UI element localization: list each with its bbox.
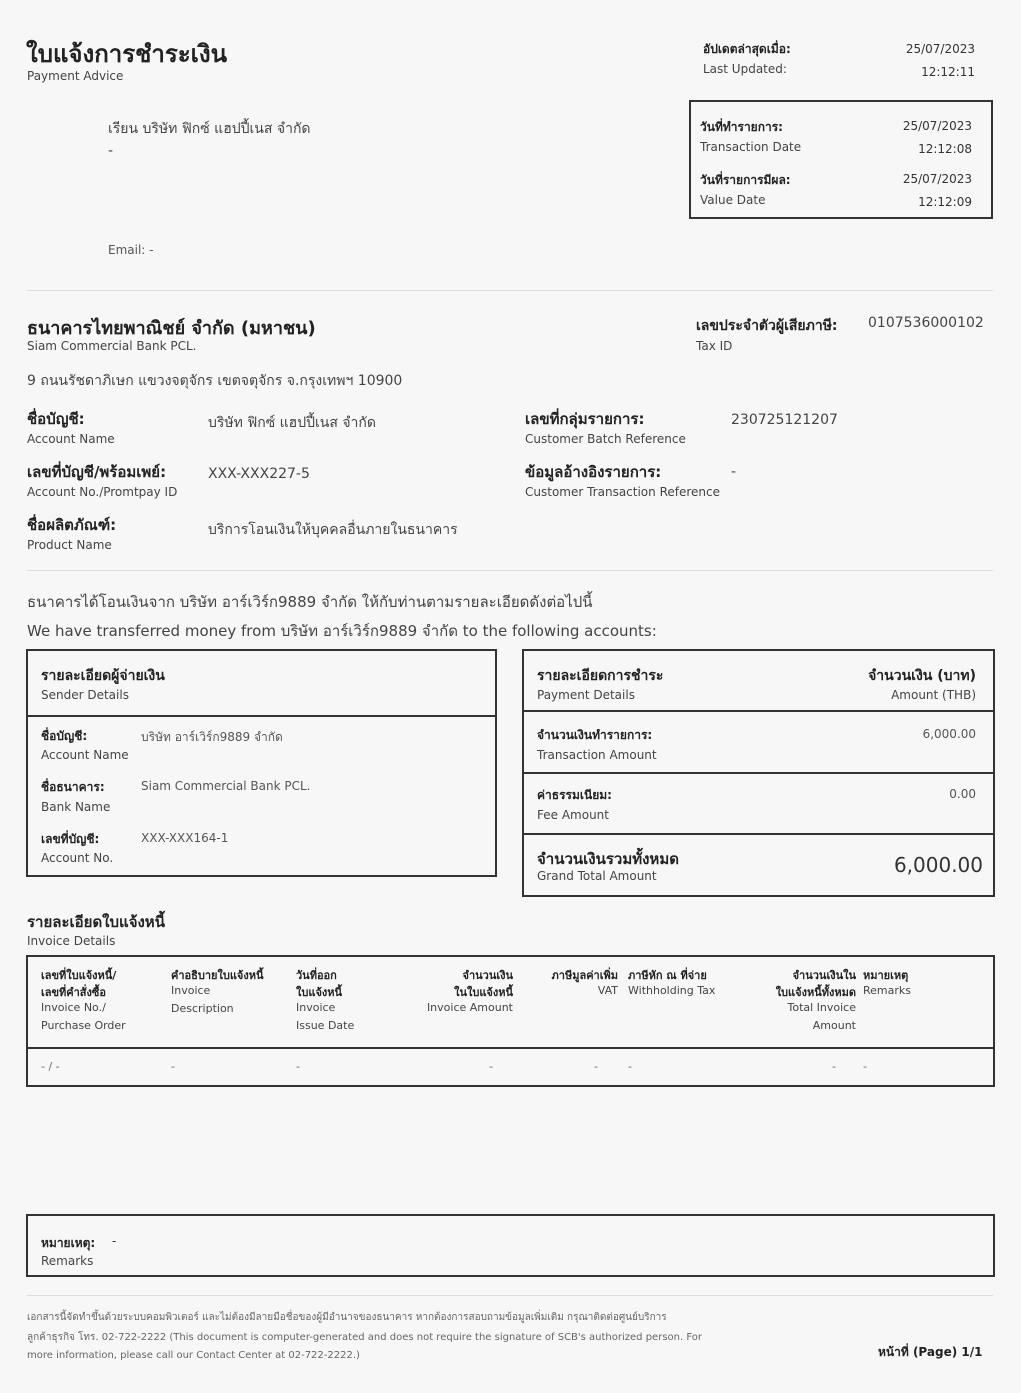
bank-name-en: Siam Commercial Bank PCL. [27, 339, 197, 353]
batch-ref: 230725121207 [731, 412, 838, 428]
sender-acc-name-label-th: ชื่อบัญชี: [41, 729, 88, 743]
tax-id: 0107536000102 [868, 315, 984, 331]
payment-title-th: รายละเอียดการชำระ [537, 668, 664, 684]
transaction-date: 25/07/2023 [902, 119, 972, 133]
txn-amount-label-en: Transaction Amount [537, 748, 657, 762]
invoice-cell: - [628, 1060, 632, 1073]
txn-ref: - [731, 464, 737, 480]
payment-divider [524, 833, 993, 835]
account-name-label-th: ชื่อบัญชี: [27, 410, 85, 428]
invoice-col-header-en: Total Invoice Amount [787, 1001, 856, 1032]
remarks-box [26, 1214, 995, 1277]
remarks-value: - [112, 1234, 117, 1248]
sender-acc-no-label-th: เลขที่บัญชี: [41, 832, 100, 846]
invoice-cell: - [296, 1060, 300, 1073]
batch-ref-label-th: เลขที่กลุ่มรายการ: [525, 410, 645, 428]
grand-total-label-th: จำนวนเงินรวมทั้งหมด [537, 850, 679, 868]
invoice-col-header-en: Invoice Issue Date [296, 1001, 355, 1032]
sender-bank: Siam Commercial Bank PCL. [141, 779, 311, 793]
invoice-col-header: คำอธิบายใบแจ้งหนี้ [171, 969, 264, 982]
invoice-table [26, 955, 995, 1087]
fee-label-th: ค่าธรรมเนียม: [537, 788, 612, 802]
invoice-cell: - [171, 1060, 175, 1073]
account-name-label-en: Account Name [27, 432, 115, 446]
txn-amount: 6,000.00 [922, 727, 976, 741]
account-no-label-th: เลขที่บัญชี/พร้อมเพย์: [27, 463, 167, 481]
recipient-dash: - [108, 143, 114, 159]
sender-bank-label-th: ชื่อธนาคาร: [41, 780, 105, 794]
remarks-label-en: Remarks [41, 1254, 94, 1268]
payment-details-box [522, 649, 995, 897]
amount-header-th: จำนวนเงิน (บาท) [868, 668, 976, 684]
invoice-col-header: เลขที่ใบแจ้งหนี้/ เลขที่คำสั่งซื้อ [41, 969, 117, 999]
invoice-col-header-en: Invoice Description [171, 984, 234, 1015]
invoice-col-header: จำนวนเงิน ในใบแจ้งหนี้ [454, 969, 513, 999]
transaction-date-label-en: Transaction Date [700, 140, 802, 154]
last-updated-date: 25/07/2023 [905, 42, 975, 56]
grand-total-label-en: Grand Total Amount [537, 869, 657, 883]
grand-total-amount: 6,000.00 [893, 853, 983, 877]
page-title: ใบแจ้งการชำระเงิน [26, 40, 227, 68]
divider [27, 570, 993, 571]
tax-id-label-en: Tax ID [696, 339, 733, 353]
sender-title-th: รายละเอียดผู้จ่ายเงิน [41, 668, 165, 684]
transfer-note-en: We have transferred money from บริษัท อาร์เวิร์ก9889 จำกัด to the following accounts: [27, 622, 657, 640]
last-updated-time: 12:12:11 [921, 65, 975, 79]
transaction-date-label-th: วันที่ทำรายการ: [700, 120, 783, 134]
invoice-cell: - [863, 1060, 867, 1073]
value-time: 12:12:09 [918, 195, 972, 209]
invoice-col-header: ภาษีมูลค่าเพิ่ม [551, 969, 618, 982]
divider [27, 1295, 993, 1296]
sender-acc-name: บริษัท อาร์เวิร์ก9889 จำกัด [141, 730, 283, 744]
remarks-label-th: หมายเหตุ: [41, 1236, 96, 1250]
invoice-col-header: จำนวนเงินใน ใบแจ้งหนี้ทั้งหมด [775, 969, 856, 999]
invoice-col-header-en: VAT [597, 984, 618, 997]
invoice-col-header-en: Invoice Amount [426, 1001, 513, 1014]
txn-ref-label-en: Customer Transaction Reference [525, 485, 720, 499]
value-date-label-th: วันที่รายการมีผล: [700, 173, 791, 187]
invoice-cell: - [594, 1060, 598, 1073]
invoice-cell: - [832, 1060, 836, 1073]
sender-details-box [26, 649, 497, 877]
txn-ref-label-th: ข้อมูลอ้างอิงรายการ: [525, 463, 662, 481]
invoice-col-header-en: Invoice No./ Purchase Order [41, 1001, 126, 1032]
footer-line-1: เอกสารนี้จัดทำขึ้นด้วยระบบคอมพิวเตอร์ และไม่ต้องมีลายมือชื่อของผู้มีอำนาจของธนาคาร หากต้องการสอบถามข้อมูลเพิ่มเติม กรุณาติดต่อศูนย์บริการ [27, 1312, 667, 1323]
invoice-title-th: รายละเอียดใบแจ้งหนี้ [27, 913, 165, 931]
account-no-label-en: Account No./Promtpay ID [27, 485, 178, 499]
invoice-cell: - / - [41, 1060, 60, 1073]
divider [27, 290, 993, 291]
bank-name-th: ธนาคารไทยพาณิชย์ จำกัด (มหาชน) [27, 318, 316, 339]
sender-bank-label-en: Bank Name [41, 800, 111, 814]
account-name: บริษัท ฟิกซ์ แฮปปี้เนส จำกัด [208, 415, 376, 431]
payment-divider [524, 772, 993, 774]
dates-box [689, 100, 993, 219]
value-date-label-en: Value Date [700, 193, 766, 207]
sender-title-en: Sender Details [41, 688, 129, 702]
sender-acc-no-label-en: Account No. [41, 851, 114, 865]
sender-acc-name-label-en: Account Name [41, 748, 129, 762]
transfer-note-th: ธนาคารได้โอนเงินจาก บริษัท อาร์เวิร์ก9889 จำกัด ให้กับท่านตามรายละเอียดดังต่อไปนี้ [27, 593, 593, 611]
tax-id-label-th: เลขประจำตัวผู้เสียภาษี: [696, 318, 838, 334]
page-number: หน้าที่ (Page) 1/1 [878, 1345, 983, 1359]
invoice-table-divider [28, 1047, 993, 1049]
invoice-col-header-en: Remarks [863, 984, 911, 997]
product-label-th: ชื่อผลิตภัณฑ์: [27, 516, 117, 534]
payment-divider [524, 710, 993, 712]
invoice-cell: - [489, 1060, 493, 1073]
fee-amount: 0.00 [949, 787, 976, 801]
invoice-col-header: หมายเหตุ [863, 969, 909, 982]
product-name: บริการโอนเงินให้บุคคลอื่นภายในธนาคาร [208, 522, 458, 538]
recipient-email: Email: - [108, 243, 154, 257]
account-no: XXX-XXX227-5 [208, 466, 310, 482]
invoice-col-header: ภาษีหัก ณ ที่จ่าย [628, 969, 707, 982]
last-updated-label-en: Last Updated: [703, 62, 787, 76]
footer-line-3: more information, please call our Contact Center at 02-722-2222.) [27, 1350, 360, 1361]
txn-amount-label-th: จำนวนเงินทำรายการ: [537, 728, 653, 742]
sender-acc-no: XXX-XXX164-1 [141, 831, 229, 845]
amount-header-en: Amount (THB) [891, 688, 976, 702]
sender-divider [28, 715, 495, 717]
transaction-time: 12:12:08 [918, 142, 972, 156]
batch-ref-label-en: Customer Batch Reference [525, 432, 686, 446]
value-date: 25/07/2023 [902, 172, 972, 186]
invoice-col-header: วันที่ออก ใบแจ้งหนี้ [296, 969, 343, 999]
product-label-en: Product Name [27, 538, 112, 552]
payment-title-en: Payment Details [537, 688, 635, 702]
invoice-title-en: Invoice Details [27, 934, 116, 948]
invoice-col-header-en: Withholding Tax [628, 984, 716, 997]
bank-address: 9 ถนนรัชดาภิเษก แขวงจตุจักร เขตจตุจักร จ.กรุงเทพฯ 10900 [27, 373, 403, 389]
recipient-line: เรียน บริษัท ฟิกซ์ แฮปปี้เนส จำกัด [108, 121, 311, 137]
footer-line-2: ลูกค้าธุรกิจ โทร. 02-722-2222 (This document is computer-generated and does not require the signature of SCB's authorized person. For [27, 1332, 702, 1343]
page-subtitle: Payment Advice [27, 69, 124, 83]
fee-label-en: Fee Amount [537, 808, 609, 822]
last-updated-label-th: อัปเดตล่าสุดเมื่อ: [703, 42, 791, 56]
